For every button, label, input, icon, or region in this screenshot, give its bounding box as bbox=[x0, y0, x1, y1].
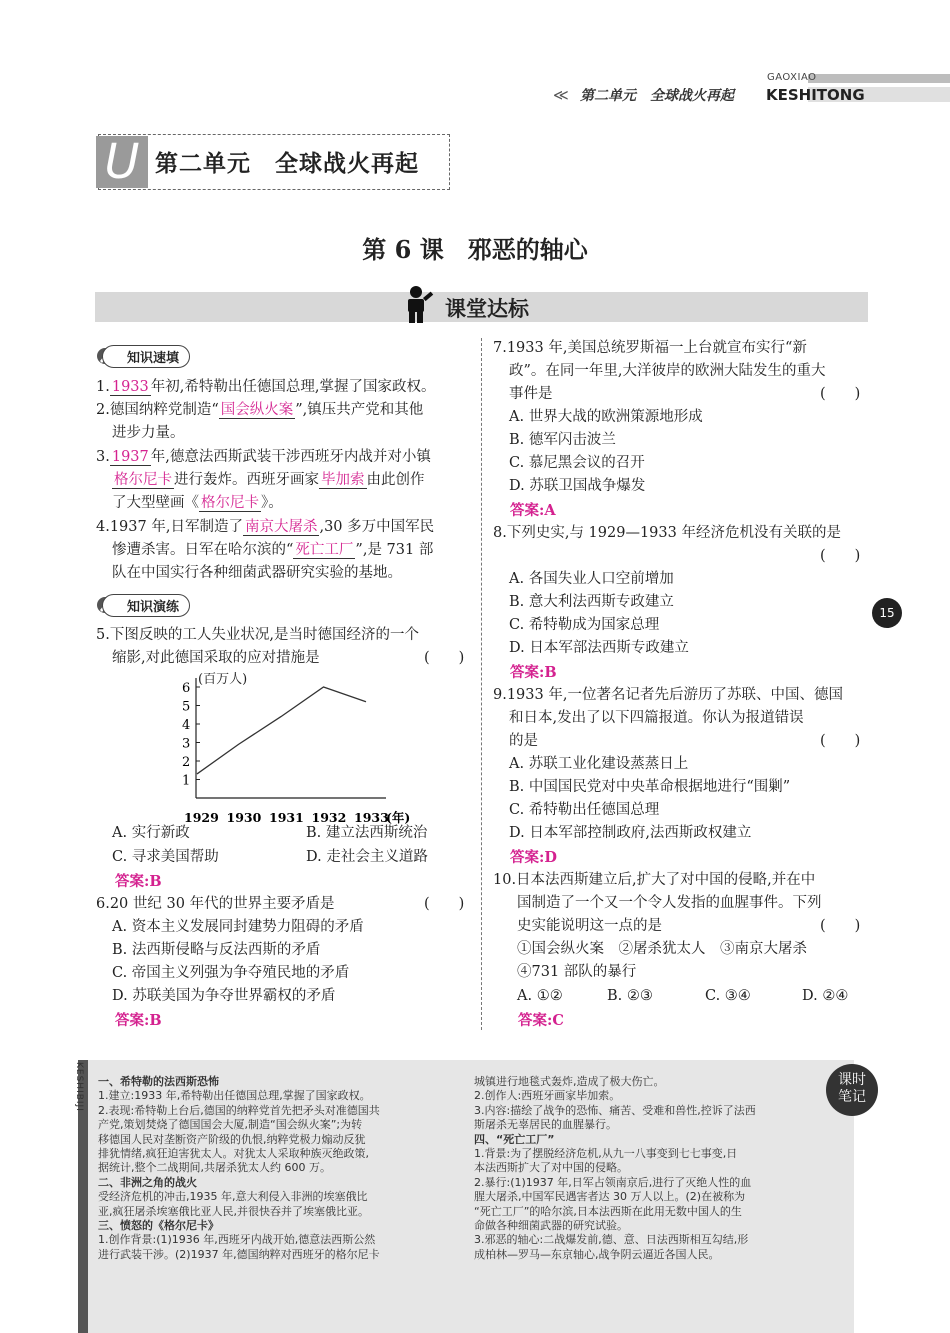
question-3-line3: 了大型壁画《 格尔尼卡 》。 bbox=[112, 495, 283, 511]
y-tick-label: 4 bbox=[182, 718, 191, 733]
answer-text: 答案:C bbox=[518, 1012, 564, 1029]
notes-badge-line2: 笔记 bbox=[838, 1089, 866, 1105]
notes-line: 受经济危机的冲击,1935 年,意大利侵入非洲的埃塞俄比 bbox=[98, 1190, 368, 1204]
answer-text: 答案:B bbox=[115, 1012, 162, 1029]
option-b: B. 中国国民党对中央革命根据地进行“围剿” bbox=[509, 779, 791, 795]
answer-paren: ( ) bbox=[424, 650, 465, 666]
question-9-line2: 和日本,发出了以下四篇报道。你认为报道错误 bbox=[509, 710, 804, 726]
question-10-line4: ①国会纵火案 ②屠杀犹太人 ③南京大屠杀 bbox=[517, 941, 807, 957]
option-c: C. 慕尼黑会议的召开 bbox=[509, 455, 645, 471]
answer-fill: 1933 bbox=[111, 379, 149, 395]
notes-side-label: KESHIBIJI bbox=[74, 1062, 84, 1112]
question-6-line1: 6.20 世纪 30 年代的世界主要矛盾是 bbox=[96, 896, 335, 912]
notes-line: 移德国人民对垄断资产阶级的仇恨,纳粹党极力煽动反犹 bbox=[98, 1132, 366, 1146]
notes-line: 本法西斯扩大了对中国的侵略。 bbox=[474, 1161, 628, 1175]
notes-line: 3.内容:描绘了战争的恐怖、痛苦、受难和兽性,控诉了法西 bbox=[474, 1103, 756, 1117]
question-1: 1. 1933 年初,希特勒出任德国总理,掌握了国家政权。 bbox=[96, 379, 436, 395]
answer-text: 答案:B bbox=[115, 873, 162, 890]
unit-title: 第二单元 全球战火再起 bbox=[155, 150, 419, 177]
notes-heading: 三、愤怒的《格尔尼卡》 bbox=[98, 1219, 219, 1233]
answer-fill: 死亡工厂 bbox=[295, 542, 354, 558]
question-9-line1: 9.1933 年,一位著名记者先后游历了苏联、中国、德国 bbox=[493, 687, 843, 703]
notes-line: 1.建立:1933 年,希特勒出任德国总理,掌握了国家政权。 bbox=[98, 1089, 371, 1103]
option-b: B. 意大利法西斯专政建立 bbox=[509, 594, 674, 610]
notes-line: 3.邪恶的轴心:二战爆发前,德、意、日法西斯相互勾结,形 bbox=[474, 1233, 749, 1247]
chevron-icon: ≪ bbox=[553, 86, 566, 104]
brand-logo: KESHITONG bbox=[766, 86, 865, 104]
question-9-line3: 的是 bbox=[509, 733, 538, 749]
question-10-line2: 国制造了一个又一个令人发指的血腥事件。下列 bbox=[517, 895, 822, 911]
notes-badge-line1: 课时 bbox=[838, 1072, 866, 1088]
x-tick-label: 1931 bbox=[269, 810, 304, 825]
answer-text: 答案:A bbox=[510, 502, 556, 519]
question-7-line2: 政”。在同一年里,大洋彼岸的欧洲大陆发生的重大 bbox=[509, 363, 826, 379]
notes-line: 斯屠杀无辜居民的血腥暴行。 bbox=[474, 1118, 617, 1132]
notes-line: 城镇进行地毯式轰炸,造成了极大伤亡。 bbox=[474, 1075, 665, 1088]
answer-paren: ( ) bbox=[820, 918, 861, 934]
tag-quick-fill: 知识速填 bbox=[102, 345, 190, 368]
notes-line: 亚,疯狂屠杀埃塞俄比亚人民,并很快吞并了埃塞俄比亚。 bbox=[98, 1204, 369, 1218]
answer-text: 答案:D bbox=[510, 849, 557, 866]
option-a: A. 各国失业人口空前增加 bbox=[509, 571, 674, 587]
option-a: A. 世界大战的欧洲策源地形成 bbox=[509, 409, 703, 425]
question-5-line2: 缩影,对此德国采取的应对措施是 bbox=[112, 650, 320, 666]
notes-left-column bbox=[98, 1075, 380, 1262]
question-3-line2: 格尔尼卡 进行轰炸。西班牙画家 毕加索 由此创作 bbox=[114, 472, 425, 488]
question-8-line1: 8.下列史实,与 1929—1933 年经济危机没有关联的是 bbox=[493, 525, 841, 541]
y-tick-label: 5 bbox=[182, 699, 191, 715]
notes-line: 腥大屠杀,中国军民遇害者达 30 万人以上。(2)在被称为 bbox=[474, 1190, 746, 1204]
option-d: D. 走社会主义道路 bbox=[306, 849, 428, 865]
notes-line: 成柏林—罗马—东京轴心,战争阴云逼近各国人民。 bbox=[474, 1247, 720, 1261]
notes-line: 排犹情绪,疯狂迫害犹太人。对犹太人采取种族灭绝政策, bbox=[98, 1147, 369, 1161]
series-line bbox=[197, 687, 366, 774]
option-a: A. ①② bbox=[517, 988, 563, 1004]
question-4-line3: 队在中国实行各种细菌武器研究实验的基地。 bbox=[112, 565, 402, 581]
notes-line: 命做各种细菌武器的研究试验。 bbox=[474, 1219, 628, 1233]
option-c: C. 希特勒出任德国总理 bbox=[509, 802, 660, 818]
option-b: B. 建立法西斯统治 bbox=[306, 825, 428, 841]
x-tick-label: 1933 bbox=[354, 810, 389, 825]
notes-line: “死亡工厂”的哈尔滨,日本法西斯在此用无数中国人的生 bbox=[474, 1204, 742, 1218]
answer-paren: ( ) bbox=[820, 386, 861, 402]
option-b: B. ②③ bbox=[607, 988, 653, 1004]
question-10-line1: 10.日本法西斯建立后,扩大了对中国的侵略,并在中 bbox=[493, 872, 816, 888]
answer-text: 答案:B bbox=[510, 664, 557, 681]
unit-badge: U bbox=[96, 136, 148, 188]
question-4-line2: 惨遭杀害。日军在哈尔滨的“ 死亡工厂 ”,是 731 部 bbox=[112, 542, 434, 558]
notes-line: 1.创作背景:(1)1936 年,西班牙内战开始,德意法西斯公然 bbox=[98, 1233, 376, 1247]
brand-small: GAOXIAO bbox=[767, 72, 817, 83]
option-c: C. 希特勒成为国家总理 bbox=[509, 617, 660, 633]
notes-heading: 一、希特勒的法西斯恐怖 bbox=[98, 1075, 219, 1088]
lesson-title: 第 6 课 邪恶的轴心 bbox=[362, 235, 588, 264]
question-3-line1: 3. 1937 年,德意法西斯武装干涉西班牙内战并对小镇 bbox=[96, 449, 431, 465]
question-2-line2: 进步力量。 bbox=[112, 425, 185, 441]
question-4-line1: 4.1937 年,日军制造了 南京大屠杀 ,30 多万中国军民 bbox=[96, 519, 435, 535]
notes-heading: 二、非洲之角的战火 bbox=[98, 1175, 197, 1189]
option-d: D. 苏联美国为争夺世界霸权的矛盾 bbox=[112, 988, 336, 1004]
x-tick-label: 1932 bbox=[311, 810, 347, 825]
answer-fill: 南京大屠杀 bbox=[244, 519, 318, 535]
chart-y-label: (百万人) bbox=[198, 672, 248, 687]
unemployment-chart bbox=[170, 668, 420, 828]
running-header-unit: 第二单元 全球战火再起 bbox=[580, 88, 734, 104]
option-a: A. 资本主义发展同封建势力阻碍的矛盾 bbox=[112, 919, 364, 935]
option-c: C. 帝国主义列强为争夺殖民地的矛盾 bbox=[112, 965, 350, 981]
answer-fill: 国会纵火案 bbox=[220, 402, 294, 418]
question-10-line5: ④731 部队的暴行 bbox=[517, 964, 637, 980]
header-bar bbox=[808, 74, 950, 83]
notes-right-column bbox=[474, 1075, 756, 1262]
answer-paren: ( ) bbox=[820, 733, 861, 749]
option-c: C. 寻求美国帮助 bbox=[112, 849, 219, 865]
option-d: D. 苏联卫国战争爆发 bbox=[509, 478, 646, 494]
notes-line: 1.背景:为了摆脱经济危机,从九一八事变到七七事变,日 bbox=[474, 1147, 738, 1161]
answer-fill: 格尔尼卡 bbox=[201, 495, 259, 511]
notes-line: 2.创作人:西班牙画家毕加索。 bbox=[474, 1089, 621, 1103]
notes-badge bbox=[826, 1064, 878, 1116]
option-a: A. 苏联工业化建设蒸蒸日上 bbox=[509, 756, 689, 772]
option-d: D. ②④ bbox=[802, 988, 849, 1004]
option-d: D. 日本军部法西斯专政建立 bbox=[509, 640, 689, 656]
question-10-line3: 史实能说明这一点的是 bbox=[517, 918, 662, 934]
section-title: 课堂达标 bbox=[445, 296, 529, 321]
y-tick-label: 6 bbox=[182, 681, 191, 696]
answer-fill: 1937 bbox=[111, 449, 149, 465]
option-b: B. 德军闪击波兰 bbox=[509, 432, 616, 448]
answer-paren: ( ) bbox=[424, 896, 465, 912]
notes-line: 2.表现:希特勒上台后,德国的纳粹党首先把矛头对准德国共 bbox=[98, 1103, 380, 1117]
notes-line: 2.暴行:(1)1937 年,日军占领南京后,进行了灭绝人性的血 bbox=[474, 1175, 752, 1189]
answer-paren: ( ) bbox=[820, 548, 861, 564]
notes-line: 进行武装干涉。(2)1937 年,德国纳粹对西班牙的格尔尼卡 bbox=[98, 1247, 380, 1261]
notes-heading: 四、“死亡工厂” bbox=[474, 1132, 555, 1146]
x-tick-label: 1929 bbox=[184, 810, 219, 825]
question-2-line1: 2.德国纳粹党制造“ 国会纵火案 ”,镇压共产党和其他 bbox=[96, 402, 424, 418]
answer-fill: 格尔尼卡 bbox=[114, 472, 172, 488]
question-7-line3: 事件是 bbox=[509, 386, 553, 402]
option-c: C. ③④ bbox=[705, 988, 751, 1004]
notes-line: 据统计,整个二战期间,共屠杀犹太人约 600 万。 bbox=[98, 1161, 331, 1175]
option-b: B. 法西斯侵略与反法西斯的矛盾 bbox=[112, 942, 321, 958]
option-d: D. 日本军部控制政府,法西斯政权建立 bbox=[509, 825, 752, 841]
page-number: 15 bbox=[872, 598, 902, 628]
option-a: A. 实行新政 bbox=[112, 825, 190, 841]
person-icon bbox=[399, 284, 439, 324]
column-divider bbox=[481, 338, 482, 1030]
y-tick-label: 2 bbox=[182, 755, 191, 770]
x-tick-label: 1930 bbox=[226, 810, 262, 825]
y-tick-label: 1 bbox=[182, 773, 191, 789]
notes-line: 产党,策划焚烧了德国国会大厦,制造“国会纵火案”;为转 bbox=[98, 1118, 363, 1132]
tag-practice: 知识演练 bbox=[102, 594, 190, 617]
question-5-line1: 5.下图反映的工人失业状况,是当时德国经济的一个 bbox=[96, 627, 419, 643]
y-tick-label: 3 bbox=[182, 736, 191, 752]
question-7-line1: 7.1933 年,美国总统罗斯福一上台就宣布实行“新 bbox=[493, 340, 807, 356]
x-axis-suffix: (年) bbox=[386, 810, 411, 825]
answer-fill: 毕加索 bbox=[321, 472, 365, 488]
